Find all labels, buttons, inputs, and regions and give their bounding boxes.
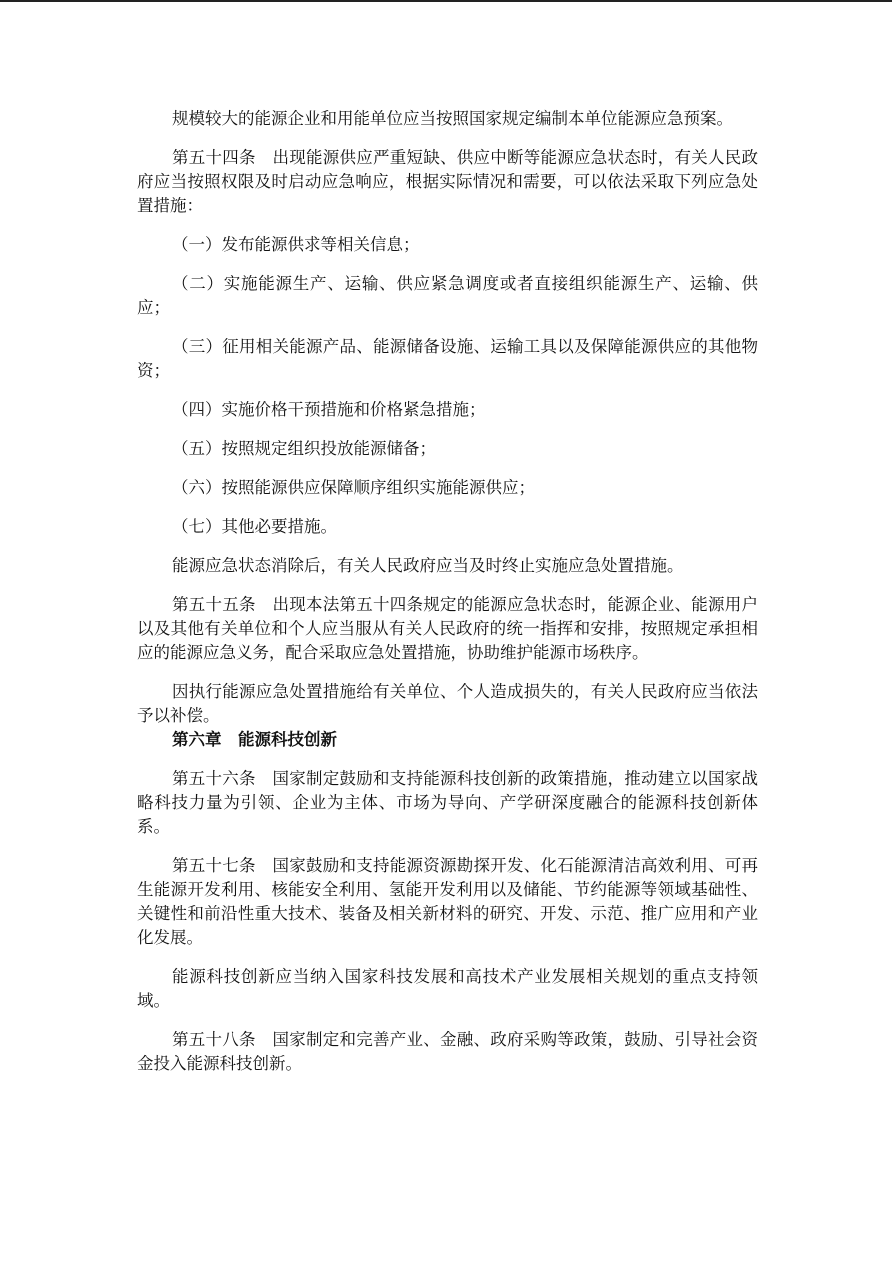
top-border-line [0, 0, 892, 2]
list-item-measure-6: （六）按照能源供应保障顺序组织实施能源供应； [172, 478, 535, 497]
paragraph-article-54: 第五十四条 出现能源供应严重短缺、供应中断等能源应急状态时，有关人民政府应当按照权限及时启动应急响应，根据实际情况和需要，可以依法采取下列应急处置措施： [137, 148, 758, 215]
list-item-measure-5: （五）按照规定组织投放能源储备； [172, 439, 436, 458]
paragraph-emergency-plan: 规模较大的能源企业和用能单位应当按照国家规定编制本单位能源应急预案。 [172, 109, 733, 128]
list-item-measure-7: （七）其他必要措施。 [172, 517, 337, 536]
list-item-measure-4: （四）实施价格干预措施和价格紧急措施； [172, 400, 486, 419]
paragraph-innovation-planning: 能源科技创新应当纳入国家科技发展和高技术产业发展相关规划的重点支持领域。 [137, 967, 758, 1010]
list-item-measure-1: （一）发布能源供求等相关信息； [172, 235, 420, 254]
list-item-measure-2: （二）实施能源生产、运输、供应紧急调度或者直接组织能源生产、运输、供应； [137, 274, 758, 317]
chapter-heading: 第六章 能源科技创新 [172, 730, 337, 749]
paragraph-compensation: 因执行能源应急处置措施给有关单位、个人造成损失的，有关人民政府应当依法予以补偿。 [137, 682, 758, 725]
paragraph-article-55: 第五十五条 出现本法第五十四条规定的能源应急状态时，能源企业、能源用户以及其他有关单位和个人应当服从有关人民政府的统一指挥和安排，按照规定承担相应的能源应急义务，配合采取应急处置措施，协助维护能源市场秩序。 [137, 595, 758, 662]
paragraph-article-57: 第五十七条 国家鼓励和支持能源资源勘探开发、化石能源清洁高效利用、可再生能源开发利用、核能安全利用、氢能开发利用以及储能、节约能源等领域基础性、关键性和前沿性重大技术、装备及相关新材料的研究、开发、示范、推广应用和产业化发展。 [137, 856, 758, 947]
paragraph-article-56: 第五十六条 国家制定鼓励和支持能源科技创新的政策措施，推动建立以国家战略科技力量为引领、企业为主体、市场为导向、产学研深度融合的能源科技创新体系。 [137, 769, 758, 836]
paragraph-emergency-end: 能源应急状态消除后，有关人民政府应当及时终止实施应急处置措施。 [172, 556, 684, 575]
list-item-measure-3: （三）征用相关能源产品、能源储备设施、运输工具以及保障能源供应的其他物资； [137, 337, 758, 380]
paragraph-article-58: 第五十八条 国家制定和完善产业、金融、政府采购等政策，鼓励、引导社会资金投入能源科技创新。 [137, 1030, 758, 1073]
document-page [137, 107, 758, 1091]
